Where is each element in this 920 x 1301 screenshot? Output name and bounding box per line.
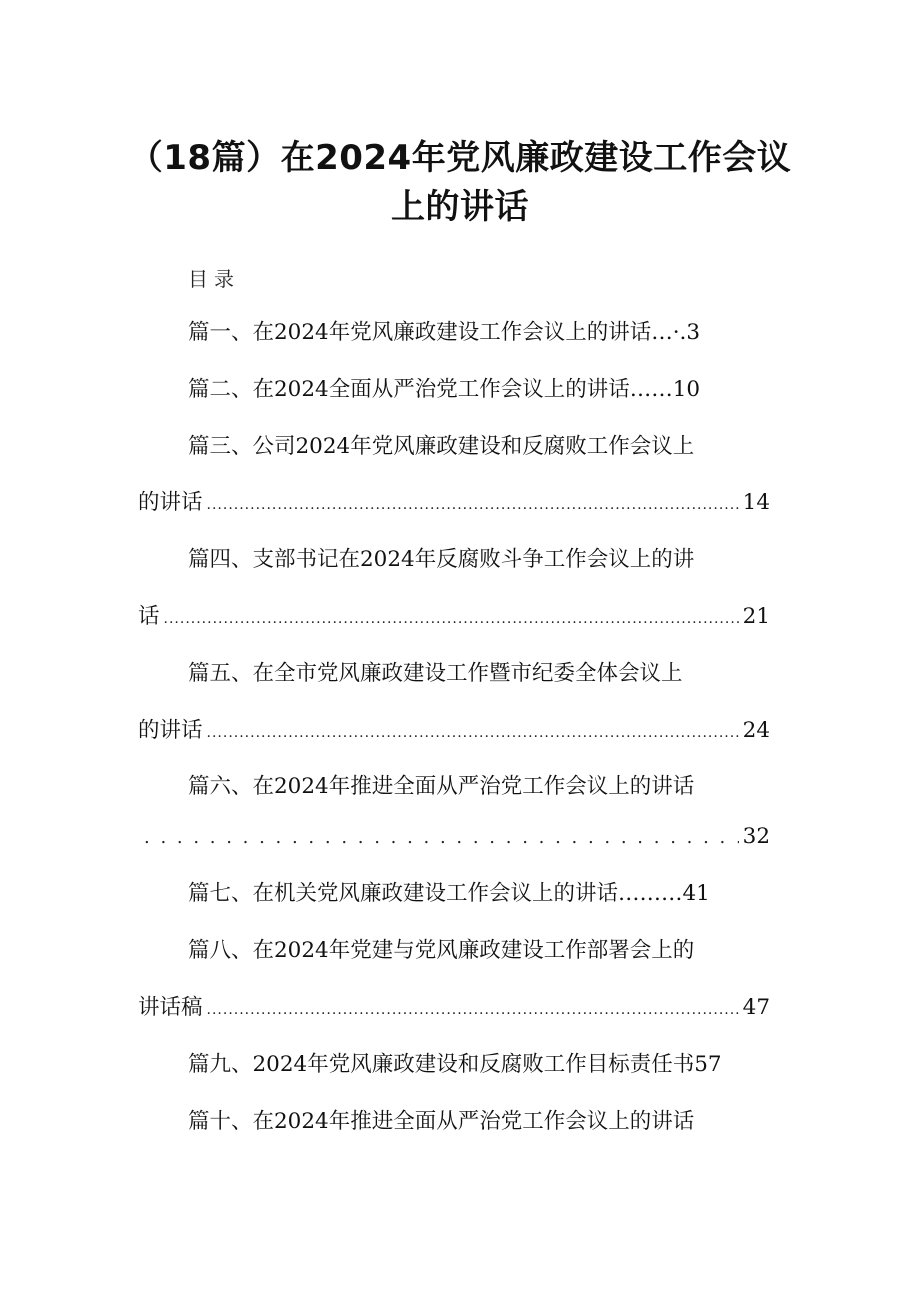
toc-heading: 目录 bbox=[188, 267, 240, 291]
toc-entry-6-page: 32 bbox=[742, 824, 770, 849]
toc-entry-4: 篇四、支部书记在2024年反腐败斗争工作会议上的讲 bbox=[188, 547, 695, 572]
toc-entry-5-page: 24 bbox=[742, 718, 770, 743]
toc-entry-5-tail: 的讲话 bbox=[138, 718, 203, 743]
toc-entry-2: 篇二、在2024全面从严治党工作会议上的讲话……10 bbox=[188, 377, 701, 402]
toc-entry-5: 篇五、在全市党风廉政建设工作暨市纪委全体会议上 bbox=[188, 661, 683, 686]
toc-entry-4-tail: 话 bbox=[138, 604, 160, 629]
toc-entry-3-page: 14 bbox=[742, 490, 770, 515]
document-title-line-1: （18篇）在2024年党风廉政建设工作会议 bbox=[128, 138, 792, 178]
toc-entry-1: 篇一、在2024年党风廉政建设工作会议上的讲话…·.3 bbox=[188, 320, 701, 345]
toc-entry-4-continuation bbox=[138, 602, 770, 634]
toc-entry-3-continuation bbox=[138, 488, 770, 520]
toc-entry-10: 篇十、在2024年推进全面从严治党工作会议上的讲话 bbox=[188, 1109, 695, 1134]
toc-leader-dots bbox=[144, 823, 739, 853]
toc-leader-dots bbox=[207, 718, 739, 748]
toc-entry-5-continuation bbox=[138, 716, 770, 748]
toc-entry-4-page: 21 bbox=[742, 604, 770, 629]
toc-leader-dots bbox=[164, 604, 739, 634]
toc-entry-6-continuation bbox=[138, 822, 770, 853]
toc-leader-dots bbox=[207, 995, 739, 1025]
toc-entry-3: 篇三、公司2024年党风廉政建设和反腐败工作会议上 bbox=[188, 434, 695, 459]
toc-entry-9: 篇九、2024年党风廉政建设和反腐败工作目标责任书57 bbox=[188, 1052, 722, 1077]
toc-entry-8-page: 47 bbox=[742, 995, 770, 1020]
document-title-line-2: 上的讲话 bbox=[391, 187, 529, 227]
toc-entry-7: 篇七、在机关党风廉政建设工作会议上的讲话………41 bbox=[188, 881, 710, 906]
toc-entry-8-continuation bbox=[138, 993, 770, 1025]
toc-entry-8-tail: 讲话稿 bbox=[138, 995, 203, 1020]
toc-entry-3-tail: 的讲话 bbox=[138, 490, 203, 515]
toc-leader-dots bbox=[207, 490, 739, 520]
toc-entry-8: 篇八、在2024年党建与党风廉政建设工作部署会上的 bbox=[188, 938, 695, 963]
toc-entry-6: 篇六、在2024年推进全面从严治党工作会议上的讲话 bbox=[188, 774, 695, 799]
